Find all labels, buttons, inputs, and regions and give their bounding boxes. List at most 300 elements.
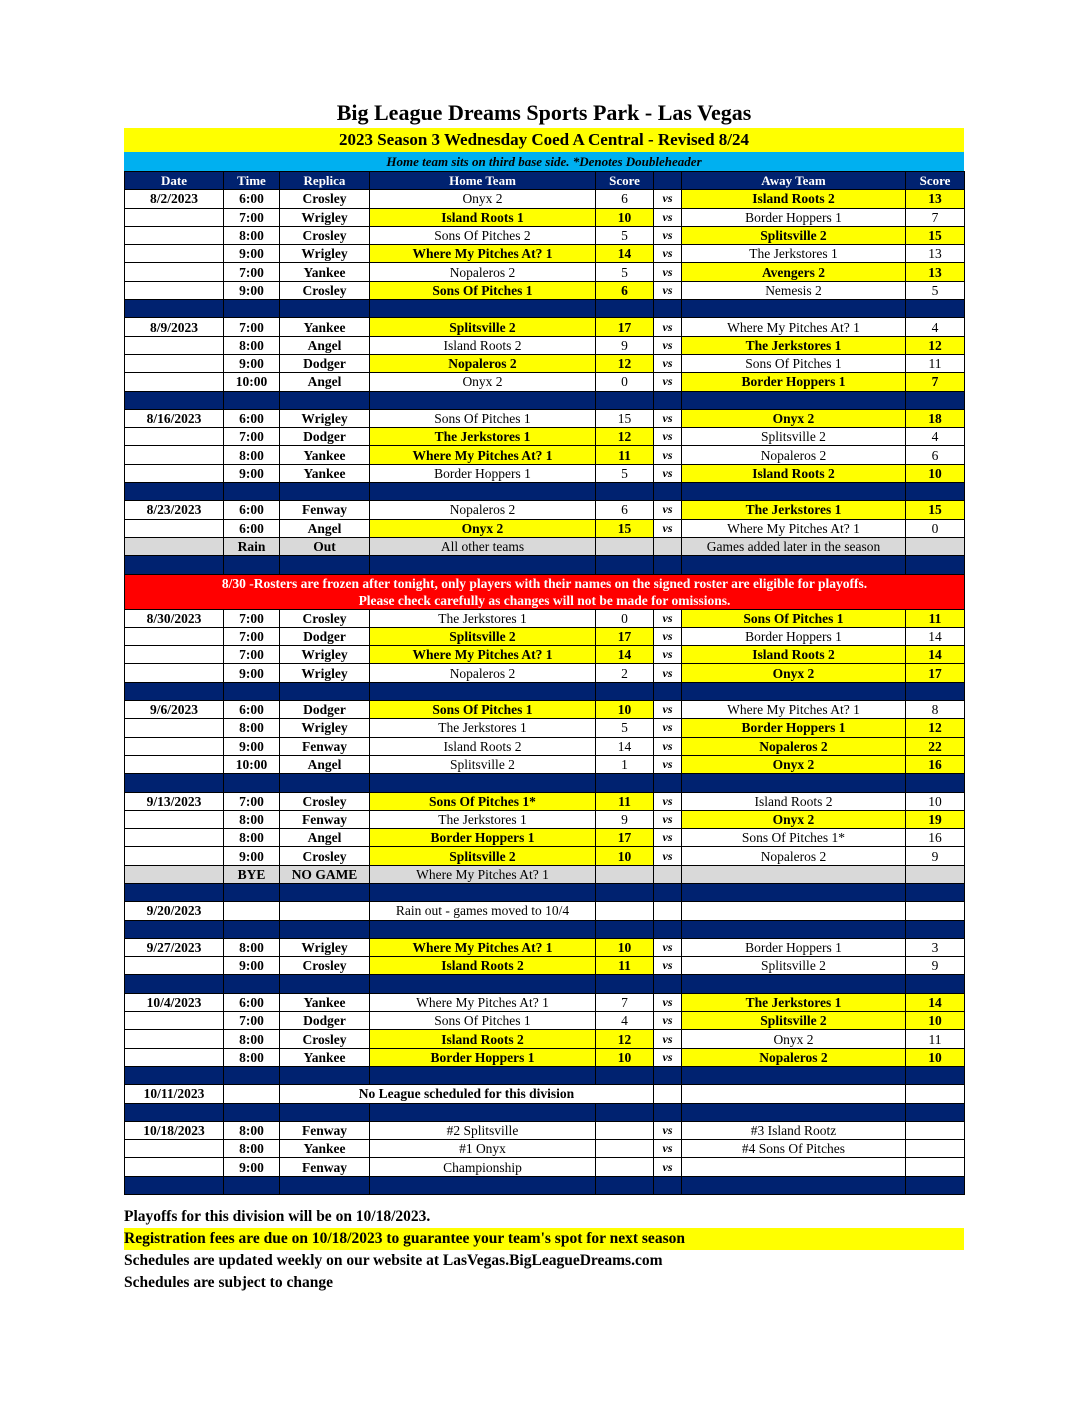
game-row (125, 902, 965, 920)
time-cell: 8:00 (224, 226, 280, 244)
home-team-cell: #1 Onyx (370, 1140, 596, 1158)
game-row (125, 464, 965, 482)
header-replica: Replica (280, 172, 370, 190)
separator-cell (906, 391, 965, 409)
separator-cell (596, 682, 654, 700)
home-score-cell (596, 902, 654, 920)
separator-cell (906, 975, 965, 993)
separator-cell (125, 883, 224, 901)
away-cell (682, 1085, 906, 1103)
away-score-cell (906, 537, 965, 555)
field-cell: Yankee (280, 1048, 370, 1066)
field-cell: Dodger (280, 701, 370, 719)
time-cell: 8:00 (224, 810, 280, 828)
time-cell: 7:00 (224, 646, 280, 664)
date-cell: 9/27/2023 (125, 938, 224, 956)
field-cell: Dodger (280, 428, 370, 446)
field-cell: Wrigley (280, 719, 370, 737)
separator-cell (596, 1103, 654, 1121)
field-cell: Wrigley (280, 245, 370, 263)
separator-cell (280, 1066, 370, 1084)
separator-cell (280, 391, 370, 409)
away-score-cell: 5 (906, 281, 965, 299)
away-score-cell (906, 1140, 965, 1158)
away-score-cell (906, 902, 965, 920)
time-cell: 6:00 (224, 519, 280, 537)
game-row (125, 938, 965, 956)
vs-cell: vs (654, 428, 682, 446)
separator-cell (654, 300, 682, 318)
time-cell: 8:00 (224, 1121, 280, 1139)
away-team-cell: Border Hoppers 1 (682, 208, 906, 226)
vs-cell: vs (654, 847, 682, 865)
separator-cell (370, 682, 596, 700)
home-team-cell: Sons Of Pitches 1 (370, 701, 596, 719)
vs-cell: vs (654, 627, 682, 645)
separator-cell (596, 883, 654, 901)
game-row (125, 245, 965, 263)
home-team-cell: The Jerkstores 1 (370, 609, 596, 627)
away-team-cell: Nopaleros 2 (682, 1048, 906, 1066)
field-cell: NO GAME (280, 865, 370, 883)
home-team-cell: Splitsville 2 (370, 627, 596, 645)
home-score-cell: 9 (596, 810, 654, 828)
home-team-cell: Nopaleros 2 (370, 354, 596, 372)
field-cell: Yankee (280, 263, 370, 281)
away-team-cell: Island Roots 2 (682, 646, 906, 664)
home-score-cell: 14 (596, 245, 654, 263)
game-row (125, 226, 965, 244)
home-team-cell: Nopaleros 2 (370, 501, 596, 519)
away-team-cell: Onyx 2 (682, 1030, 906, 1048)
separator-cell (370, 920, 596, 938)
away-score-cell: 15 (906, 226, 965, 244)
separator-cell (125, 1066, 224, 1084)
game-row (125, 1140, 965, 1158)
separator-cell (596, 483, 654, 501)
time-cell: 10:00 (224, 755, 280, 773)
separator-cell (370, 1066, 596, 1084)
home-score-cell: 10 (596, 701, 654, 719)
game-row (125, 847, 965, 865)
game-row (125, 446, 965, 464)
game-row (125, 701, 965, 719)
home-team-cell: Sons Of Pitches 1 (370, 281, 596, 299)
header-away-score: Score (906, 172, 965, 190)
game-row (125, 281, 965, 299)
away-team-cell: Splitsville 2 (682, 957, 906, 975)
game-row (125, 501, 965, 519)
home-team-cell: Nopaleros 2 (370, 664, 596, 682)
away-team-cell: Sons Of Pitches 1 (682, 354, 906, 372)
away-score-cell: 14 (906, 627, 965, 645)
away-score-cell: 13 (906, 263, 965, 281)
away-team-cell: Sons Of Pitches 1* (682, 829, 906, 847)
away-score-cell: 9 (906, 847, 965, 865)
game-row (125, 993, 965, 1011)
separator-cell (906, 682, 965, 700)
time-cell: Rain (224, 537, 280, 555)
week-separator-row (125, 1103, 965, 1121)
home-score-cell (596, 1158, 654, 1176)
separator-cell (370, 483, 596, 501)
separator-cell (596, 300, 654, 318)
away-team-cell: Island Roots 2 (682, 190, 906, 208)
separator-cell (682, 975, 906, 993)
date-cell (125, 865, 224, 883)
game-row (125, 957, 965, 975)
separator-cell (682, 391, 906, 409)
home-team-cell: #2 Splitsville (370, 1121, 596, 1139)
date-cell: 10/4/2023 (125, 993, 224, 1011)
home-score-cell: 15 (596, 519, 654, 537)
separator-cell (596, 1176, 654, 1194)
home-team-cell: Where My Pitches At? 1 (370, 446, 596, 464)
date-cell: 8/2/2023 (125, 190, 224, 208)
date-cell (125, 208, 224, 226)
time-cell: 7:00 (224, 627, 280, 645)
separator-cell (682, 1176, 906, 1194)
time-cell: 7:00 (224, 318, 280, 336)
field-cell: Angel (280, 519, 370, 537)
away-score-cell: 19 (906, 810, 965, 828)
away-team-cell (682, 1158, 906, 1176)
separator-cell (906, 300, 965, 318)
separator-cell (682, 1066, 906, 1084)
home-team-cell: Island Roots 1 (370, 208, 596, 226)
roster-alert-line-2: Please check carefully as changes will not be made for omissions. (358, 592, 731, 608)
separator-cell (125, 1103, 224, 1121)
home-score-cell: 5 (596, 719, 654, 737)
away-team-cell: Nopaleros 2 (682, 737, 906, 755)
header-vs (654, 172, 682, 190)
separator-cell (280, 920, 370, 938)
vs-cell: vs (654, 208, 682, 226)
field-cell: Crosley (280, 281, 370, 299)
vs-cell: vs (654, 1140, 682, 1158)
playoffs-note: Playoffs for this division will be on 10/18/2023. (124, 1208, 431, 1225)
home-score-cell: 6 (596, 281, 654, 299)
away-team-cell: Onyx 2 (682, 664, 906, 682)
field-cell: Wrigley (280, 208, 370, 226)
separator-cell (906, 1103, 965, 1121)
vs-cell: vs (654, 336, 682, 354)
time-cell: 6:00 (224, 190, 280, 208)
date-cell: 10/11/2023 (125, 1085, 224, 1103)
home-score-cell: 1 (596, 755, 654, 773)
separator-cell (280, 883, 370, 901)
away-team-cell: Nopaleros 2 (682, 847, 906, 865)
separator-cell (224, 1176, 280, 1194)
vs-cell: vs (654, 501, 682, 519)
time-cell: 9:00 (224, 847, 280, 865)
field-cell: Wrigley (280, 409, 370, 427)
separator-cell (125, 300, 224, 318)
home-score-cell: 5 (596, 263, 654, 281)
away-team-cell: Island Roots 2 (682, 792, 906, 810)
home-team-cell: Rain out - games moved to 10/4 (370, 902, 596, 920)
home-team-cell: The Jerkstores 1 (370, 719, 596, 737)
season-subtitle: 2023 Season 3 Wednesday Coed A Central - Revised 8/24 (124, 128, 964, 152)
field-cell: Fenway (280, 1158, 370, 1176)
date-cell (125, 464, 224, 482)
time-cell (224, 1085, 280, 1103)
home-score-cell: 5 (596, 226, 654, 244)
time-cell: 7:00 (224, 208, 280, 226)
home-score-cell: 10 (596, 938, 654, 956)
date-cell: 8/23/2023 (125, 501, 224, 519)
date-cell (125, 226, 224, 244)
separator-cell (370, 1103, 596, 1121)
away-score-cell: 9 (906, 957, 965, 975)
home-score-cell: 6 (596, 501, 654, 519)
separator-cell (654, 1103, 682, 1121)
away-team-cell: Where My Pitches At? 1 (682, 519, 906, 537)
date-cell (125, 1158, 224, 1176)
away-score-cell: 14 (906, 646, 965, 664)
change-note: Schedules are subject to change (124, 1274, 333, 1291)
time-cell: 6:00 (224, 409, 280, 427)
away-score-cell: 7 (906, 373, 965, 391)
time-cell: 8:00 (224, 1048, 280, 1066)
schedule-body (125, 190, 965, 1195)
time-cell: BYE (224, 865, 280, 883)
away-score-cell: 10 (906, 464, 965, 482)
time-cell: 8:00 (224, 1030, 280, 1048)
away-score-cell (906, 1085, 965, 1103)
field-cell: Out (280, 537, 370, 555)
separator-cell (370, 1176, 596, 1194)
separator-cell (125, 682, 224, 700)
away-score-cell: 18 (906, 409, 965, 427)
away-team-cell: Border Hoppers 1 (682, 938, 906, 956)
game-row (125, 829, 965, 847)
away-team-cell: Splitsville 2 (682, 428, 906, 446)
separator-cell (682, 682, 906, 700)
separator-cell (682, 774, 906, 792)
vs-cell: vs (654, 1048, 682, 1066)
time-cell: 9:00 (224, 464, 280, 482)
field-cell: Dodger (280, 354, 370, 372)
date-cell (125, 1048, 224, 1066)
home-team-cell: Island Roots 2 (370, 737, 596, 755)
separator-cell (280, 1176, 370, 1194)
home-team-cell: Island Roots 2 (370, 336, 596, 354)
date-cell (125, 281, 224, 299)
field-cell: Crosley (280, 957, 370, 975)
away-score-cell: 16 (906, 755, 965, 773)
time-cell: 9:00 (224, 957, 280, 975)
date-cell: 8/30/2023 (125, 609, 224, 627)
time-cell: 8:00 (224, 336, 280, 354)
time-cell: 9:00 (224, 245, 280, 263)
separator-cell (280, 1103, 370, 1121)
rain-bye-row (125, 537, 965, 555)
home-score-cell: 17 (596, 829, 654, 847)
field-cell: Dodger (280, 1012, 370, 1030)
time-cell: 7:00 (224, 609, 280, 627)
separator-cell (370, 883, 596, 901)
away-score-cell (906, 1121, 965, 1139)
date-cell (125, 627, 224, 645)
separator-cell (280, 300, 370, 318)
separator-cell (370, 975, 596, 993)
separator-cell (224, 391, 280, 409)
field-cell: Crosley (280, 847, 370, 865)
vs-cell: vs (654, 354, 682, 372)
home-score-cell: 9 (596, 336, 654, 354)
away-score-cell: 10 (906, 1012, 965, 1030)
away-team-cell: Island Roots 2 (682, 464, 906, 482)
separator-cell (280, 556, 370, 574)
vs-cell (654, 537, 682, 555)
away-team-cell: #4 Sons Of Pitches (682, 1140, 906, 1158)
game-row (125, 1030, 965, 1048)
home-team-cell: Island Roots 2 (370, 1030, 596, 1048)
schedule-table (124, 171, 965, 1195)
date-cell: 10/18/2023 (125, 1121, 224, 1139)
header-time: Time (224, 172, 280, 190)
separator-cell (280, 975, 370, 993)
away-score-cell: 11 (906, 1030, 965, 1048)
home-score-cell: 10 (596, 1048, 654, 1066)
vs-cell: vs (654, 1121, 682, 1139)
field-cell: Fenway (280, 810, 370, 828)
website-note: Schedules are updated weekly on our website at LasVegas.BigLeagueDreams.com (124, 1252, 663, 1269)
time-cell: 8:00 (224, 1140, 280, 1158)
away-score-cell: 11 (906, 609, 965, 627)
date-cell: 9/13/2023 (125, 792, 224, 810)
separator-cell (654, 391, 682, 409)
week-separator-row (125, 682, 965, 700)
date-cell (125, 1140, 224, 1158)
home-team-cell: Splitsville 2 (370, 847, 596, 865)
separator-cell (224, 682, 280, 700)
away-score-cell: 17 (906, 664, 965, 682)
away-score-cell: 7 (906, 208, 965, 226)
away-team-cell: Onyx 2 (682, 810, 906, 828)
game-row (125, 810, 965, 828)
home-team-cell: Island Roots 2 (370, 957, 596, 975)
field-cell: Yankee (280, 464, 370, 482)
week-separator-row (125, 774, 965, 792)
game-row (125, 719, 965, 737)
separator-cell (125, 975, 224, 993)
away-team-cell: Where My Pitches At? 1 (682, 701, 906, 719)
home-team-cell: Where My Pitches At? 1 (370, 245, 596, 263)
home-score-cell: 6 (596, 190, 654, 208)
separator-cell (224, 883, 280, 901)
game-row (125, 1048, 965, 1066)
separator-cell (654, 1066, 682, 1084)
game-row (125, 1158, 965, 1176)
away-team-cell: Splitsville 2 (682, 1012, 906, 1030)
separator-cell (906, 1176, 965, 1194)
home-score-cell: 12 (596, 1030, 654, 1048)
week-separator-row (125, 391, 965, 409)
vs-cell: vs (654, 810, 682, 828)
away-score-cell: 6 (906, 446, 965, 464)
separator-cell (224, 300, 280, 318)
home-score-cell: 0 (596, 609, 654, 627)
field-cell: Fenway (280, 501, 370, 519)
date-cell (125, 755, 224, 773)
away-score-cell: 13 (906, 190, 965, 208)
date-cell (125, 646, 224, 664)
date-cell (125, 719, 224, 737)
time-cell: 10:00 (224, 373, 280, 391)
game-row (125, 792, 965, 810)
away-team-cell: Avengers 2 (682, 263, 906, 281)
home-score-cell: 5 (596, 464, 654, 482)
away-team-cell: Nemesis 2 (682, 281, 906, 299)
vs-cell: vs (654, 281, 682, 299)
away-score-cell: 4 (906, 428, 965, 446)
field-cell: Angel (280, 829, 370, 847)
vs-cell: vs (654, 719, 682, 737)
separator-cell (906, 920, 965, 938)
home-team-cell: All other teams (370, 537, 596, 555)
vs-cell: vs (654, 190, 682, 208)
time-cell: 7:00 (224, 263, 280, 281)
home-score-cell: 17 (596, 627, 654, 645)
separator-cell (596, 920, 654, 938)
time-cell: 6:00 (224, 701, 280, 719)
game-row (125, 354, 965, 372)
header-date: Date (125, 172, 224, 190)
vs-cell: vs (654, 245, 682, 263)
separator-cell (906, 556, 965, 574)
field-cell: Crosley (280, 190, 370, 208)
home-score-cell (596, 1121, 654, 1139)
roster-alert-cell (125, 574, 965, 609)
vs-cell: vs (654, 464, 682, 482)
away-team-cell: Onyx 2 (682, 755, 906, 773)
separator-cell (125, 920, 224, 938)
field-cell: Dodger (280, 627, 370, 645)
separator-cell (224, 920, 280, 938)
away-score-cell: 11 (906, 354, 965, 372)
home-team-cell: Where My Pitches At? 1 (370, 993, 596, 1011)
home-team-cell: The Jerkstores 1 (370, 810, 596, 828)
vs-cell: vs (654, 957, 682, 975)
vs-cell: vs (654, 792, 682, 810)
date-cell (125, 810, 224, 828)
vs-cell: vs (654, 829, 682, 847)
home-score-cell: 15 (596, 409, 654, 427)
home-team-cell: Championship (370, 1158, 596, 1176)
away-score-cell: 16 (906, 829, 965, 847)
away-score-cell: 14 (906, 993, 965, 1011)
home-score-cell: 11 (596, 446, 654, 464)
vs-cell: vs (654, 446, 682, 464)
time-cell: 9:00 (224, 664, 280, 682)
separator-cell (654, 975, 682, 993)
date-cell (125, 829, 224, 847)
roster-alert-line-1: 8/30 -Rosters are frozen after tonight, only players with their names on the signed roster are eligible for playoffs. (221, 575, 868, 591)
field-cell: Angel (280, 373, 370, 391)
separator-cell (654, 883, 682, 901)
date-cell (125, 263, 224, 281)
home-team-cell: Nopaleros 2 (370, 263, 596, 281)
home-team-cell: Where My Pitches At? 1 (370, 938, 596, 956)
week-separator-row (125, 483, 965, 501)
game-row (125, 609, 965, 627)
home-team-cell: Where My Pitches At? 1 (370, 865, 596, 883)
no-league-row (125, 1085, 965, 1103)
game-row (125, 737, 965, 755)
page-title: Big League Dreams Sports Park - Las Vegas (336, 100, 752, 125)
